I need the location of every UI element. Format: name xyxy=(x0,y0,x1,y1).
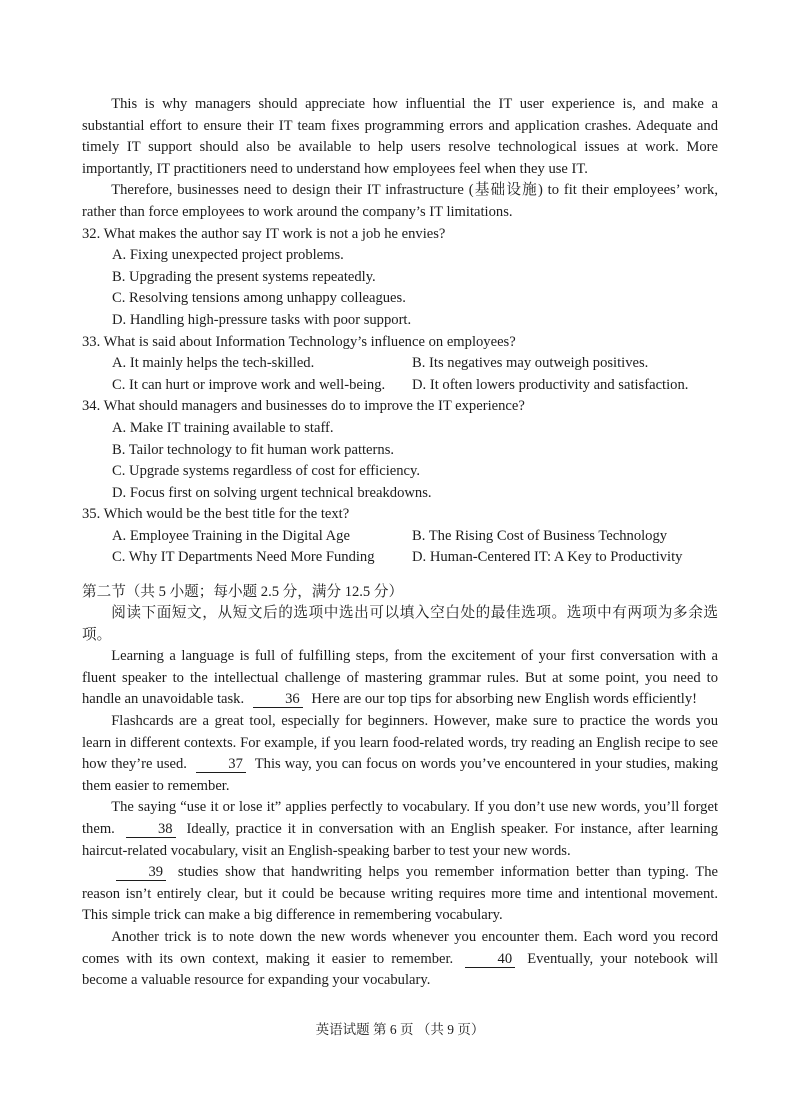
option-b: B. The Rising Cost of Business Technology xyxy=(412,527,668,544)
paragraph-text: The saying “use it or lose it” applies perfectly to vocabulary. If you don’t use new words, you’ll forget them. xyxy=(82,799,718,837)
option-b: B. Tailor technology to fit human work patterns. xyxy=(112,441,395,458)
option-b: B. Its negatives may outweigh positives. xyxy=(412,355,649,372)
passage-paragraph: Therefore, businesses need to design their IT infrastructure (基础设施) to fit their employees’ work, rather than force employees to work around the company’s IT limitations. xyxy=(82,182,718,220)
paragraph-text: studies show that handwriting helps you remember information better than typing. The reason isn’t entirely clear, but it could be because writing requires more time and intentional movement. This simple trick can make a big difference in remembering vocabulary. xyxy=(82,864,718,924)
option-row xyxy=(112,526,718,548)
option-c: C. Why IT Departments Need More Funding xyxy=(112,549,375,566)
passage-paragraph: This is why managers should appreciate how influential the IT user experience is, and make a substantial effort to ensure their IT team fixes programming errors and application crashes. Adequate and timely IT support should also be available to help users resolve technological issues at work. More importantly, IT practitioners need to understand how employees feel when they use IT. xyxy=(82,96,718,177)
blank-39: 39 xyxy=(116,865,166,881)
blank-40: 40 xyxy=(465,952,515,968)
option-c: C. Upgrade systems regardless of cost for efficiency. xyxy=(112,463,420,480)
option-b: B. Upgrading the present systems repeatedly. xyxy=(112,268,376,285)
paragraph-text: Here are our top tips for absorbing new English words efficiently! xyxy=(311,691,697,708)
option-d: D. It often lowers productivity and satisfaction. xyxy=(412,376,689,393)
cloze-paragraph-4 xyxy=(82,862,718,927)
option-row xyxy=(112,375,718,397)
paragraph-text: Learning a language is full of fulfilling steps, from the excitement of your first conversation with a fluent speaker to the intellectual challenge of mastering grammar rules. But at some point, you need to handle an unavoidable task. xyxy=(82,648,718,708)
option-a: A. Fixing unexpected project problems. xyxy=(112,247,344,264)
section-heading: 第二节（共 5 小题；每小题 2.5 分，满分 12.5 分） xyxy=(82,584,404,601)
question-stem: 32. What makes the author say IT work is not a job he envies? xyxy=(82,225,446,242)
paragraph-text: Flashcards are a great tool, especially for beginners. However, make sure to practice the words you learn in different contexts. For example, if you learn food-related words, try reading an English recipe to see how they’re used. xyxy=(82,713,718,773)
page-footer: 英语试题 第 6 页 （共 9 页） xyxy=(315,1022,485,1037)
question-33 xyxy=(82,332,718,397)
option-c: C. Resolving tensions among unhappy colleagues. xyxy=(112,290,406,307)
paragraph-text: Another trick is to note down the new words whenever you encounter them. Each word you record comes with its own context, making it easier to remember. xyxy=(82,928,718,967)
paragraph-text: This way, you can focus on words you’ve encountered in your studies, making them easier to remember. xyxy=(82,756,719,794)
option-row xyxy=(112,547,718,569)
cloze-paragraph-1 xyxy=(82,646,718,711)
question-35 xyxy=(82,504,718,569)
section-instruction: 阅读下面短文，从短文后的选项中选出可以填入空白处的最佳选项。选项中有两项为多余选项。 xyxy=(82,605,718,643)
blank-37: 37 xyxy=(196,757,246,773)
cloze-paragraph-2 xyxy=(82,711,718,797)
question-stem: 33. What is said about Information Technology’s influence on employees? xyxy=(82,333,516,350)
option-d: D. Handling high-pressure tasks with poor support. xyxy=(112,311,412,328)
page-content xyxy=(82,94,718,992)
option-row xyxy=(112,353,718,375)
blank-36: 36 xyxy=(253,692,303,708)
option-a: A. Make IT training available to staff. xyxy=(112,419,334,436)
paragraph-text: Eventually, your notebook will become a valuable resource for expanding your vocabulary. xyxy=(82,950,719,989)
paragraph-text: Ideally, practice it in conversation with an English speaker. For instance, after learning haircut-related vocabulary, visit an English-speaking barber to test your new words. xyxy=(82,821,718,859)
option-a: A. Employee Training in the Digital Age xyxy=(112,527,350,544)
blank-38: 38 xyxy=(126,822,176,838)
option-a: A. It mainly helps the tech-skilled. xyxy=(112,355,315,372)
question-stem: 35. Which would be the best title for the text? xyxy=(82,506,350,523)
question-stem: 34. What should managers and businesses do to improve the IT experience? xyxy=(82,398,525,415)
cloze-paragraph-5 xyxy=(82,927,718,992)
option-c: C. It can hurt or improve work and well-being. xyxy=(112,376,386,393)
option-d: D. Human-Centered IT: A Key to Productivity xyxy=(412,549,683,566)
question-34 xyxy=(82,396,718,504)
option-d: D. Focus first on solving urgent technical breakdowns. xyxy=(112,484,432,501)
question-32 xyxy=(82,224,718,332)
cloze-paragraph-3 xyxy=(82,797,718,862)
